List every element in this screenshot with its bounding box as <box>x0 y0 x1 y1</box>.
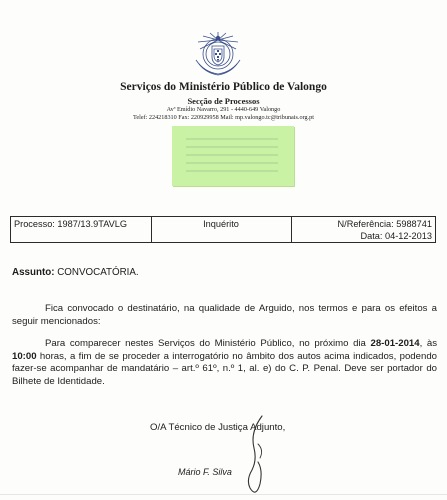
paragraph-1-text: Fica convocado o destinatário, na qualidade de Arguido, nos termos e para os efeitos a seguir mencionados: <box>12 303 437 327</box>
body-paragraph-2 <box>12 338 437 388</box>
appointment-date: 28-01-2014 <box>370 338 420 349</box>
reference-table <box>10 216 436 243</box>
process-cell <box>11 217 152 242</box>
handwritten-signature <box>240 414 274 500</box>
letterhead-address: Avª Emídio Navarro, 291 - 4440-649 Valongo <box>166 106 281 113</box>
letterhead-title: Serviços do Ministério Público de Valongo <box>120 81 327 93</box>
subject-value: CONVOCATÓRIA. <box>57 267 139 278</box>
coat-of-arms-icon <box>190 30 246 78</box>
reference-number: N/Referência: 5988741 <box>337 219 432 229</box>
signer-name: Mário F. Silva <box>178 467 232 477</box>
subject-line <box>12 267 139 278</box>
letterhead-section: Secção de Processos <box>187 96 260 106</box>
paragraph-2-text-a: Para comparecer nestes Serviços do Ministério Público, no próximo dia <box>45 338 371 349</box>
body-paragraph-1 <box>12 303 437 328</box>
sticky-note-bleed-through <box>186 138 278 176</box>
case-type: Inquérito <box>203 219 239 229</box>
subject-label: Assunto: <box>12 267 55 278</box>
reference-cell <box>291 217 435 242</box>
letterhead-contact: Telef: 224218310 Fax: 220929958 Mail: mp.valongo.tc@tribunais.org.pt <box>133 114 314 121</box>
case-type-cell <box>151 217 292 242</box>
reference-date: Data: 04-12-2013 <box>360 231 432 241</box>
process-number: Processo: 1987/13.9TAVLG <box>14 219 128 229</box>
appointment-time: 10:00 <box>12 350 37 362</box>
closing-line: O/A Técnico de Justiça Adjunto, <box>150 422 286 433</box>
scan-bottom-edge <box>0 494 447 495</box>
paragraph-2-text-c: horas, a fim de se proceder a interrogatório no âmbito dos autos acima indicados, podendo fazer-se acompanhar de mandatário – art.º 61º, n.º 1, al. e) do C. P. Penal. Deve ser portador do Bilhete de Identidade. <box>12 350 437 387</box>
paragraph-2-text-b: , às <box>419 338 438 349</box>
sticky-note <box>172 126 294 186</box>
